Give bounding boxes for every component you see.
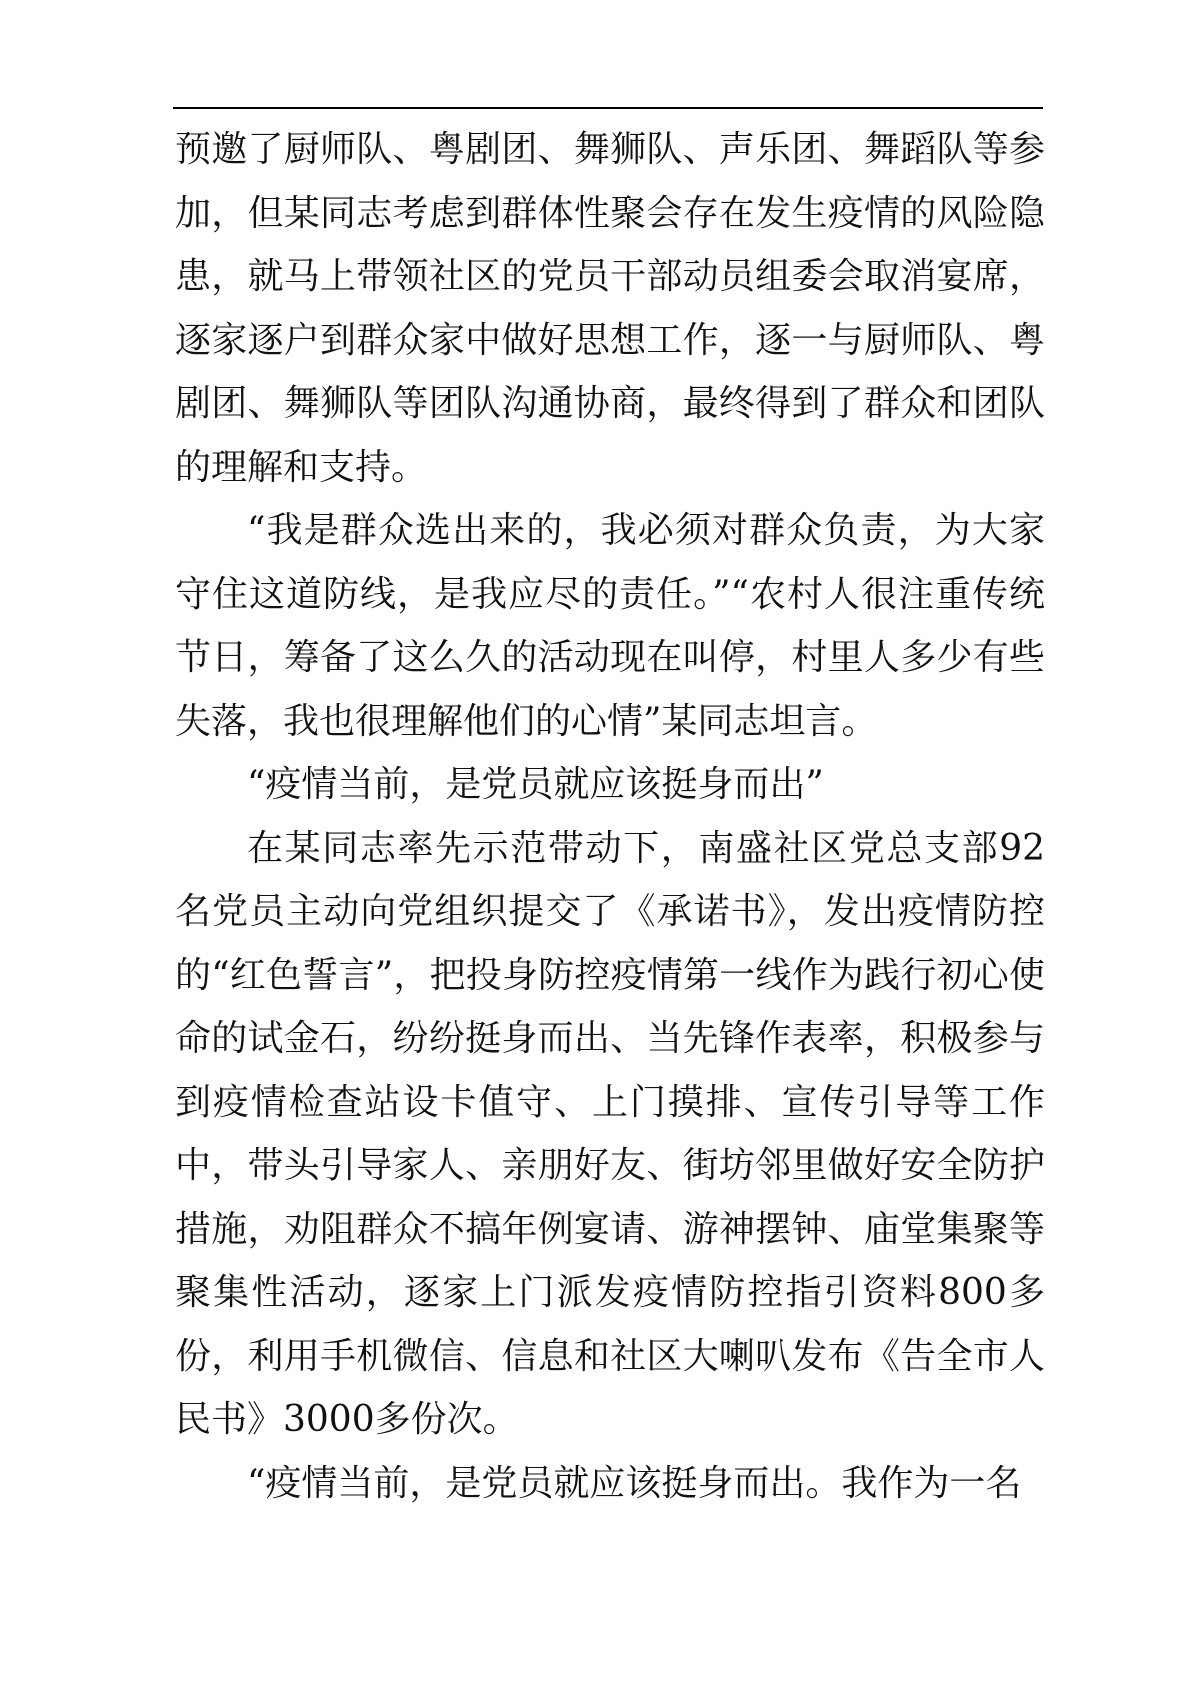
paragraph-party-members: 在某同志率先示范带动下，南盛社区党总支部92名党员主动向党组织提交了《承诺书》，发出疫情防控的“红色誓言”，把投身防控疫情第一线作为践行初心使命的试金石，纷纷挺身而出、当先锋作表率，积极参与到疫情检查站设卡值守、上门摸排、宣传引导等工作中，带头引导家人、亲朋好友、街坊邻里做好安全防护措施，劝阻群众不搞年例宴请、游神摆钟、庙堂集聚等聚集性活动，逐家上门派发疫情防控指引资料800多份，利用手机微信、信息和社区大喇叭发布《告全市人民书》3000多份次。 [175,827,1045,1440]
body-text [175,118,1045,1515]
paragraph-continuation: 预邀了厨师队、粤剧团、舞狮队、声乐团、舞蹈队等参加，但某同志考虑到群体性聚会存在发生疫情的风险隐患，就马上带领社区的党员干部动员组委会取消宴席，逐家逐户到群众家中做好思想工作，逐一与厨师队、粤剧团、舞狮队等团队沟通协商，最终得到了群众和团队的理解和支持。 [175,129,1045,488]
header-rule [173,107,1043,109]
section-subheading: “疫情当前，是党员就应该挺身而出” [247,764,824,805]
paragraph-closing-quote: “疫情当前，是党员就应该挺身而出。我作为一名 [247,1462,1022,1504]
paragraph-quote: “我是群众选出来的，我必须对群众负责，为大家守住这道防线，是我应尽的责任。”“农村人很注重传统节日，筹备了这么久的活动现在叫停，村里人多少有些失落，我也很理解他们的心情”某同志坦言。 [175,510,1045,742]
